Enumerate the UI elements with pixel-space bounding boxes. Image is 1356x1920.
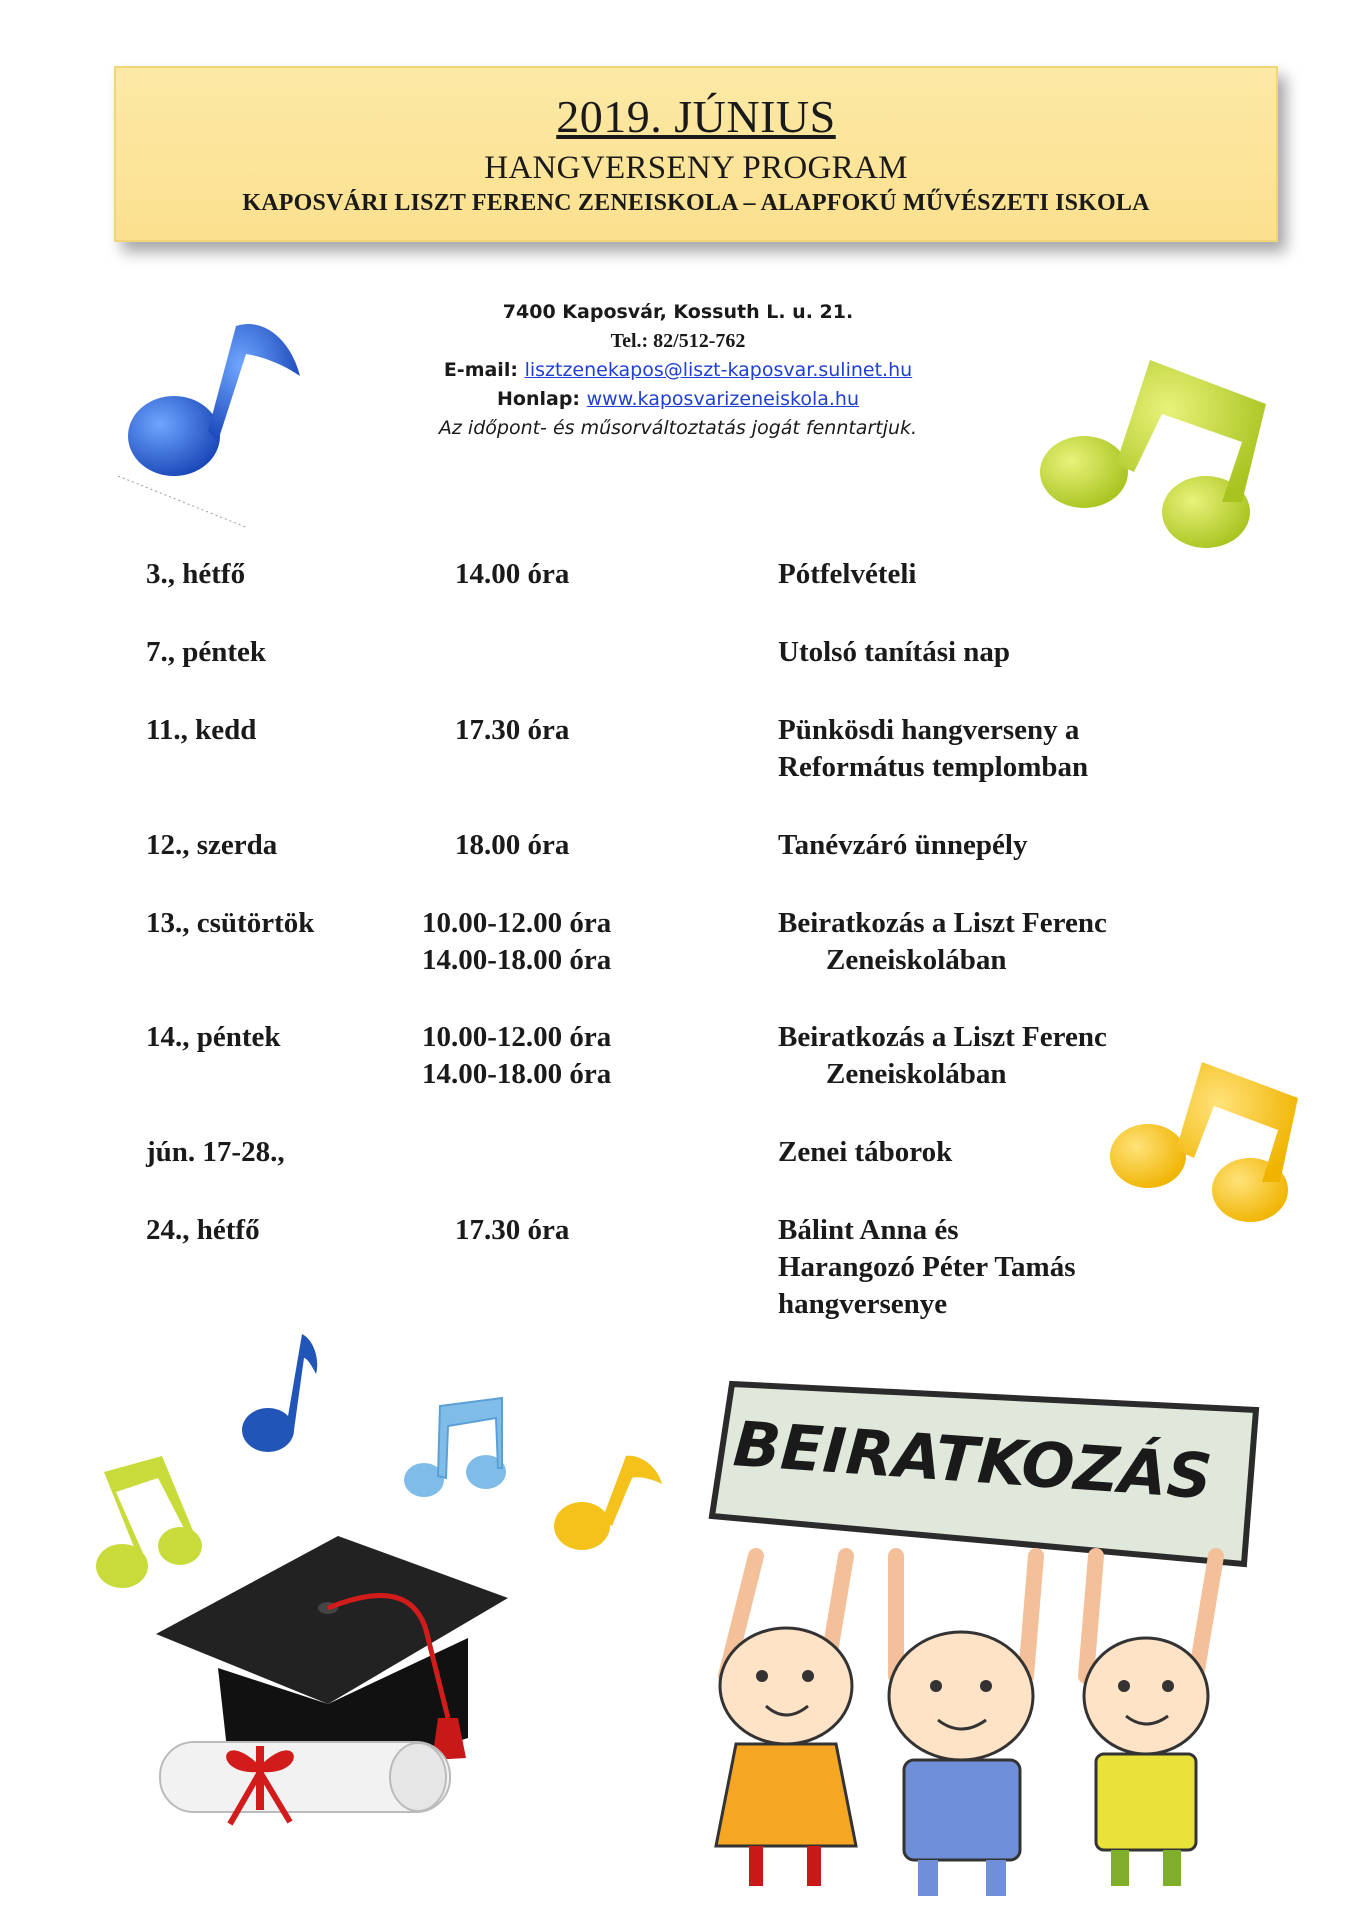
music-note-icon <box>1102 1054 1302 1234</box>
header-banner <box>114 66 1278 242</box>
schedule-time: 14.00-18.00 óra <box>422 1058 612 1090</box>
schedule-event: Zenei táborok <box>778 1136 953 1168</box>
school-name: KAPOSVÁRI LISZT FERENC ZENEISKOLA – ALAPFOKÚ MŰVÉSZETI ISKOLA <box>242 190 1150 216</box>
sign-text: BEIRATKOZÁS <box>731 1407 1215 1514</box>
schedule-event: Beiratkozás a Liszt Ferenc <box>778 1021 1107 1053</box>
schedule-day: 7., péntek <box>146 636 267 668</box>
address: 7400 Kaposvár, Kossuth L. u. 21. <box>502 301 854 323</box>
music-note-icon <box>1030 352 1270 562</box>
schedule-event: hangversenye <box>778 1288 948 1320</box>
schedule-event: Zeneiskolában <box>826 944 1007 976</box>
schedule-event: Református templomban <box>778 751 1089 783</box>
web-label: Honlap: <box>497 388 581 410</box>
schedule-day: 12., szerda <box>146 829 278 861</box>
schedule-event: Bálint Anna és <box>778 1214 959 1246</box>
schedule-event: Zeneiskolában <box>826 1058 1007 1090</box>
schedule-day: 11., kedd <box>146 714 257 746</box>
email-link[interactable]: lisztzenekapos@liszt-kaposvar.sulinet.hu <box>524 359 913 381</box>
schedule-time: 18.00 óra <box>455 829 570 861</box>
music-note-icon <box>402 1392 512 1502</box>
email-label: E-mail: <box>443 359 518 381</box>
schedule-day: 13., csütörtök <box>146 907 315 939</box>
music-note-icon <box>240 1330 320 1456</box>
schedule-day: 24., hétfő <box>146 1214 260 1246</box>
change-notice: Az időpont- és műsorváltoztatás jogát fenntartjuk. <box>438 417 918 439</box>
schedule-day: 14., péntek <box>146 1021 281 1053</box>
schedule-event: Beiratkozás a Liszt Ferenc <box>778 907 1107 939</box>
schedule-day: 3., hétfő <box>146 558 246 590</box>
schedule-time: 10.00-12.00 óra <box>422 1021 612 1053</box>
phone: Tel.: 82/512-762 <box>610 330 746 352</box>
schedule-time: 14.00-18.00 óra <box>422 944 612 976</box>
schedule-time: 14.00 óra <box>455 558 570 590</box>
schedule-time: 17.30 óra <box>455 714 570 746</box>
diploma-icon <box>150 1706 470 1836</box>
page-title: 2019. JÚNIUS <box>556 91 836 142</box>
schedule-event: Tanévzáró ünnepély <box>778 829 1028 861</box>
children-icon <box>696 1376 1256 1906</box>
schedule-event: Utolsó tanítási nap <box>778 636 1011 668</box>
schedule-time: 17.30 óra <box>455 1214 570 1246</box>
schedule-event: Harangozó Péter Tamás <box>778 1251 1076 1283</box>
schedule-time: 10.00-12.00 óra <box>422 907 612 939</box>
schedule-event: Pünkösdi hangverseny a <box>778 714 1080 746</box>
web-link[interactable]: www.kaposvarizeneiskola.hu <box>586 388 859 410</box>
music-note-icon <box>550 1448 666 1558</box>
page-subtitle: HANGVERSENY PROGRAM <box>484 150 908 186</box>
schedule-day: jún. 17-28., <box>146 1136 285 1168</box>
music-note-icon <box>118 306 318 526</box>
schedule-event: Pótfelvételi <box>778 558 917 590</box>
